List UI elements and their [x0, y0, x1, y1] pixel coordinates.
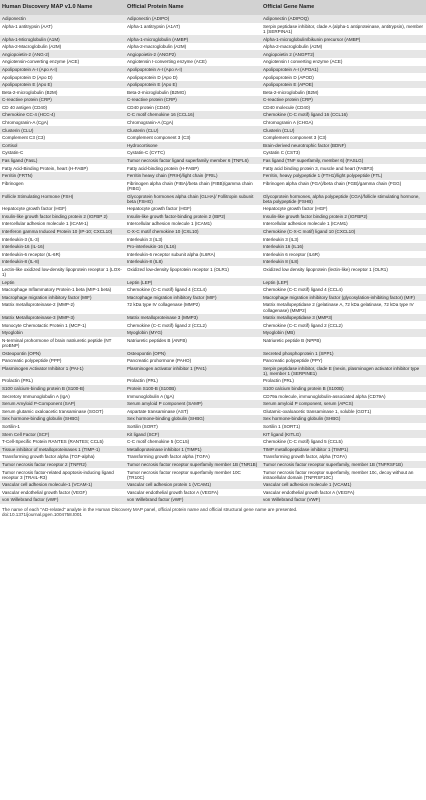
- gene-name-cell: Prolactin (PRL): [261, 377, 426, 385]
- gene-name-cell: CD79a molecule, immunoglobulin-associated alpha (CD79A): [261, 392, 426, 400]
- discovery-map-name-cell: Macrophage Inflammatory Protein-1 beta (MIP-1 beta): [0, 286, 125, 294]
- protein-name-cell: Natriuretic peptides B (ANFB): [125, 337, 261, 350]
- discovery-map-name-cell: Monocyte Chemotactic Protein 1 (MCP-1): [0, 321, 125, 329]
- gene-name-cell: Vascular cell adhesion molecule 1 (VCAM1): [261, 481, 426, 489]
- protein-name-cell: Osteopontin (OPN): [125, 349, 261, 357]
- gene-name-cell: S100 calcium binding protein B (S100B): [261, 385, 426, 393]
- table-header: [0, 0, 426, 15]
- gene-name-cell: Fibrinogen alpha chain (FGA)/beta chain (FGB)/gamma chain (FGG): [261, 180, 426, 193]
- table-row: [0, 220, 426, 228]
- table-row: [0, 149, 426, 157]
- protein-name-cell: Interleukin-6 receptor subunit alpha (IL6RA): [125, 251, 261, 259]
- table-row: [0, 142, 426, 150]
- gene-name-cell: Intercellular adhesion molecule 1 (ICAM1): [261, 220, 426, 228]
- table-row: [0, 81, 426, 89]
- gene-name-cell: Matrix metallopeptidase 3 (MMP3): [261, 314, 426, 322]
- table-row: [0, 243, 426, 251]
- discovery-map-name-cell: Vascular endothelial growth factor (VEGF): [0, 489, 125, 497]
- gene-name-cell: Chemokine (C-X-C motif) ligand 10 (CXCL10): [261, 228, 426, 236]
- gene-name-cell: Tumor necrosis factor receptor superfamily, member 10c, decoy without an intracellular domain (TNFRSF10C): [261, 468, 426, 481]
- gene-name-cell: Myoglobin (MB): [261, 329, 426, 337]
- table-row: [0, 73, 426, 81]
- table-row: [0, 481, 426, 489]
- gene-name-cell: Apolipoprotein A-I (APOA1): [261, 66, 426, 74]
- gene-name-cell: Apolipoprotein E (APOE): [261, 81, 426, 89]
- protein-name-cell: Sortilin (SORT): [125, 423, 261, 431]
- discovery-map-name-cell: Vascular cell adhesion molecule-1 (VCAM-1): [0, 481, 125, 489]
- discovery-map-name-cell: Myoglobin: [0, 329, 125, 337]
- protein-name-cell: Tumor necrosis factor receptor superfamily member 1B (TNR1B): [125, 461, 261, 469]
- table-row: [0, 446, 426, 454]
- table-row: [0, 329, 426, 337]
- table-row: [0, 321, 426, 329]
- gene-name-cell: Interleukin 3 (IL3): [261, 235, 426, 243]
- protein-name-cell: C-C motif chemokine 16 (CCL16): [125, 111, 261, 119]
- discovery-map-name-cell: Prolactin (PRL): [0, 377, 125, 385]
- protein-name-cell: CD40 protein (CD40): [125, 104, 261, 112]
- protein-name-cell: von Willebrand factor (vWF): [125, 496, 261, 504]
- table-row: [0, 235, 426, 243]
- discovery-map-name-cell: Cystatin-C: [0, 149, 125, 157]
- protein-name-cell: Pro-interleukin-16 (IL16): [125, 243, 261, 251]
- discovery-map-name-cell: Plasminogen Activator Inhibitor 1 (PAI-1): [0, 365, 125, 378]
- table-row: [0, 251, 426, 259]
- table-row: [0, 96, 426, 104]
- gene-name-cell: Sortilin 1 (SORT1): [261, 423, 426, 431]
- protein-name-cell: Pancreatic prohormone (PAHO): [125, 357, 261, 365]
- gene-name-cell: Secreted phosphoprotein 1 (SPP1): [261, 349, 426, 357]
- gene-name-cell: Chemokine (C-C motif) ligand 4 (CCL4): [261, 286, 426, 294]
- discovery-map-name-cell: Apolipoprotein A-I (Apo A-I): [0, 66, 125, 74]
- protein-name-cell: Hepatocyte growth factor (HGF): [125, 205, 261, 213]
- protein-name-cell: Aspartate transaminase (AST): [125, 408, 261, 416]
- gene-name-cell: Natriuretic peptide B (NPPB): [261, 337, 426, 350]
- protein-name-cell: Vascular endothelial growth factor A (VEGFA): [125, 489, 261, 497]
- gene-name-cell: Chemokine (C-C motif) ligand 2 (CCL2): [261, 321, 426, 329]
- protein-name-cell: Tumor necrosis factor ligand superfamily member 6 (TNFL6): [125, 157, 261, 165]
- gene-name-cell: Serum amyloid P component, serum (APCS): [261, 400, 426, 408]
- gene-name-cell: Beta-2-microglobulin (B2M): [261, 88, 426, 96]
- protein-name-cell: Alpha-1-microglobulin (AMBP): [125, 35, 261, 43]
- table-row: [0, 43, 426, 51]
- gene-name-cell: Complement component 3 (C3): [261, 134, 426, 142]
- gene-name-cell: Angiopoietin 2 (ANGPT2): [261, 50, 426, 58]
- table-row: [0, 157, 426, 165]
- gene-name-cell: Matrix metallopeptidase 2 (gelatinase A, 72 kDa gelatinase, 72 kDa type IV collagenase) (MMP2): [261, 301, 426, 314]
- table-row: [0, 423, 426, 431]
- gene-name-cell: Alpha-1-microglobulin/bikunin precursor (AMBP): [261, 35, 426, 43]
- protein-name-cell: Plasminogen activator inhibitor 1 (PAI1): [125, 365, 261, 378]
- gene-name-cell: Glycoprotein hormones, alpha polypeptide (CGA)/follicle stimulating hormone, beta polypeptide (FSHB): [261, 192, 426, 205]
- discovery-map-name-cell: Insulin-like growth factor binding protein 2 (IGFBP 2): [0, 213, 125, 221]
- discovery-map-name-cell: Ferritin (FRTN): [0, 172, 125, 180]
- discovery-map-name-cell: CD 40 antigen (CD40): [0, 104, 125, 112]
- protein-name-cell: Chromogranin-A (CgA): [125, 119, 261, 127]
- discovery-map-name-cell: Tumor necrosis factor receptor 2 (TNFR2): [0, 461, 125, 469]
- table-row: [0, 164, 426, 172]
- table-row: [0, 357, 426, 365]
- protein-name-cell: Alpha-2-macroglobulin (A2M): [125, 43, 261, 51]
- protein-name-cell: Apolipoprotein A-I (Apo A-I): [125, 66, 261, 74]
- gene-name-cell: Clusterin (CLU): [261, 126, 426, 134]
- protein-name-cell: Beta-2-microglobulin (B2MG): [125, 88, 261, 96]
- protein-name-cell: Complement component 3 (C3): [125, 134, 261, 142]
- table-row: [0, 278, 426, 286]
- table-row: [0, 337, 426, 350]
- table-row: [0, 438, 426, 446]
- gene-name-cell: Interleukin 6 receptor (IL6R): [261, 251, 426, 259]
- discovery-map-name-cell: Clusterin (CLU): [0, 126, 125, 134]
- discovery-map-name-cell: Chromogranin-A (CgA): [0, 119, 125, 127]
- protein-name-cell: Macrophage migration inhibitory factor (MIF): [125, 294, 261, 302]
- protein-name-cell: Interleukin-8 (IL8): [125, 258, 261, 266]
- discovery-map-name-cell: Apolipoprotein D (Apo D): [0, 73, 125, 81]
- table-row: [0, 496, 426, 504]
- gene-name-cell: Transforming growth factor, alpha (TGFA): [261, 453, 426, 461]
- gene-name-cell: CD40 molecule (CD40): [261, 104, 426, 112]
- table-row: [0, 66, 426, 74]
- gene-name-cell: Interleukin 16 (IL16): [261, 243, 426, 251]
- protein-name-cell: Transforming growth factor alpha (TGFA): [125, 453, 261, 461]
- protein-name-cell: Immunoglobulin A (IgA): [125, 392, 261, 400]
- table-row: [0, 104, 426, 112]
- gene-name-cell: Vascular endothelial growth factor A (VEGFA): [261, 489, 426, 497]
- protein-name-cell: Oxidized low-density lipoprotein receptor 1 (OLR1): [125, 266, 261, 279]
- table-row: [0, 286, 426, 294]
- table-row: [0, 461, 426, 469]
- table-row: [0, 23, 426, 36]
- discovery-map-name-cell: Serum glutamic oxaloacetic transaminase (SGOT): [0, 408, 125, 416]
- table-row: [0, 314, 426, 322]
- protein-name-cell: Hydrocortisone: [125, 142, 261, 150]
- discovery-map-name-cell: Sex hormone-binding globulin (SHBG): [0, 415, 125, 423]
- discovery-map-name-cell: Complement C3 (C3): [0, 134, 125, 142]
- header-row: [0, 0, 426, 15]
- discovery-map-name-cell: Matrix Metalloproteinase-3 (MMP-3): [0, 314, 125, 322]
- discovery-map-name-cell: von Willebrand factor (vWF): [0, 496, 125, 504]
- discovery-map-name-cell: Secretory Immunoglobulin A (IgA): [0, 392, 125, 400]
- gene-name-cell: KIT ligand (KITLG): [261, 430, 426, 438]
- discovery-map-name-cell: Beta-2-microglobulin (B2M): [0, 88, 125, 96]
- table-row: [0, 35, 426, 43]
- table-row: [0, 192, 426, 205]
- gene-name-cell: Macrophage migration inhibitory factor (glycosylation-inhibiting factor) (MIF): [261, 294, 426, 302]
- table-row: [0, 58, 426, 66]
- discovery-map-name-cell: Interleukin-6 receptor (IL-6R): [0, 251, 125, 259]
- table-footnote: [0, 504, 426, 518]
- discovery-map-name-cell: Interferon gamma Induced Protein 10 (IP-10; CXCL10): [0, 228, 125, 236]
- discovery-map-name-cell: Fatty Acid-Binding Protein, heart (H-FABP): [0, 164, 125, 172]
- discovery-map-name-cell: Alpha-1-Microglobulin (A1M): [0, 35, 125, 43]
- protein-name-cell: Alpha-1 antitrypsin (A1AT): [125, 23, 261, 36]
- table-row: [0, 126, 426, 134]
- discovery-map-name-cell: C-reactive protein (CRP): [0, 96, 125, 104]
- discovery-map-name-cell: Pancreatic polypeptide (PPP): [0, 357, 125, 365]
- protein-name-cell: Angiotensin I-converting enzyme (ACE): [125, 58, 261, 66]
- table-row: [0, 408, 426, 416]
- discovery-map-name-cell: Sortilin-1: [0, 423, 125, 431]
- gene-name-cell: Fatty acid binding protein 3, muscle and heart (FABP3): [261, 164, 426, 172]
- header-official-gene-name: Official Gene Name: [261, 0, 426, 15]
- gene-name-cell: Serpin peptidase inhibitor, clade E (nexin, plasminogen activator inhibitor type 1), member 1 (SERPINE1): [261, 365, 426, 378]
- discovery-map-name-cell: Leptin: [0, 278, 125, 286]
- protein-name-cell: Apolipoprotein D (Apo D): [125, 73, 261, 81]
- discovery-map-name-cell: Osteopontin (OPN): [0, 349, 125, 357]
- discovery-map-name-cell: N-terminal prohormone of brain natriuretic peptide (NT proBNP): [0, 337, 125, 350]
- protein-name-cell: Glycoprotein hormones alpha chain (GLHA)/ Follitropin subunit beta (FSHG): [125, 192, 261, 205]
- table-row: [0, 349, 426, 357]
- gene-name-cell: Chemokine (C-C motif) ligand 5 (CCL5): [261, 438, 426, 446]
- gene-name-cell: Cystatin C (CST3): [261, 149, 426, 157]
- discovery-map-name-cell: S100 calcium-binding protein B (S100-B): [0, 385, 125, 393]
- discovery-map-name-cell: Lectin-like oxidized low-density lipoprotein receptor 1 (LOX-1): [0, 266, 125, 279]
- discovery-map-name-cell: Fas ligand (FasL): [0, 157, 125, 165]
- discovery-map-name-cell: Interleukin-8 (IL-8): [0, 258, 125, 266]
- gene-name-cell: TIMP metallopeptidase inhibitor 1 (TIMP1): [261, 446, 426, 454]
- table-row: [0, 392, 426, 400]
- protein-name-cell: Ferritin heavy chain (FRIH)/light chain (FRIL): [125, 172, 261, 180]
- gene-name-cell: Brain-derived neurotrophic factor (BDNF): [261, 142, 426, 150]
- gene-name-cell: Chemokine (C-C motif) ligand 16 (CCL16): [261, 111, 426, 119]
- protein-name-cell: Cystatin-C (CYTC): [125, 149, 261, 157]
- discovery-map-name-cell: Follicle Stimulating Hormone (FSH): [0, 192, 125, 205]
- gene-name-cell: Apolipoprotein D (APOD): [261, 73, 426, 81]
- protein-name-cell: Apolipoprotein E (Apo E): [125, 81, 261, 89]
- gene-name-cell: Hepatocyte growth factor (HGF): [261, 205, 426, 213]
- discovery-map-name-cell: Stem Cell Factor (SCF): [0, 430, 125, 438]
- gene-name-cell: Angiotensin I converting enzyme (ACE): [261, 58, 426, 66]
- table-row: [0, 430, 426, 438]
- protein-name-cell: Metalloproteinase inhibitor 1 (TIMP1): [125, 446, 261, 454]
- footnote-doi: doi:10.1371/journal.pgen.1004758.t001: [2, 512, 82, 518]
- gene-name-cell: Leptin (LEP): [261, 278, 426, 286]
- gene-name-cell: Oxidized low density lipoprotein (lectin-like) receptor 1 (OLR1): [261, 266, 426, 279]
- gene-name-cell: Alpha-2-macroglobulin (A2M): [261, 43, 426, 51]
- protein-name-cell: Chemokine (C-C motif) ligand 2 (CCL2): [125, 321, 261, 329]
- protein-name-cell: Vascular cell adhesion protein 1 (VCAM1): [125, 481, 261, 489]
- discovery-map-name-cell: Apolipoprotein E (Apo E): [0, 81, 125, 89]
- table-row: [0, 213, 426, 221]
- protein-name-cell: C-C motif chemokine 5 (CCL5): [125, 438, 261, 446]
- discovery-map-name-cell: Cortisol: [0, 142, 125, 150]
- gene-name-cell: Pancreatic polypeptide (PPY): [261, 357, 426, 365]
- discovery-map-name-cell: Alpha-2-Macroglobulin (A2M): [0, 43, 125, 51]
- gene-name-cell: Fas ligand (TNF superfamily, member 6) (FASLG): [261, 157, 426, 165]
- protein-name-cell: Leptin (LEP): [125, 278, 261, 286]
- protein-name-cell: Chemokine (C-C motif) ligand 4 (CCL4): [125, 286, 261, 294]
- table-row: [0, 453, 426, 461]
- protein-name-cell: Kit ligand (SCF): [125, 430, 261, 438]
- discovery-map-name-cell: Hepatocyte growth factor (HGF): [0, 205, 125, 213]
- gene-name-cell: Ferritin, heavy polypeptide 1 (FTH1)/light polypeptide (FTL): [261, 172, 426, 180]
- gene-name-cell: Insulin-like growth factor binding protein 2 (IGFBP2): [261, 213, 426, 221]
- table-row: [0, 180, 426, 193]
- gene-name-cell: C-reactive protein (CRP): [261, 96, 426, 104]
- gene-name-cell: Tumor necrosis factor receptor superfamily, member 1B (TNFRSF1B): [261, 461, 426, 469]
- discovery-map-name-cell: Adiponectin: [0, 15, 125, 23]
- protein-name-cell: Interleukin 3 (IL3): [125, 235, 261, 243]
- discovery-map-name-cell: Angiotensin-converting enzyme (ACE): [0, 58, 125, 66]
- table-row: [0, 111, 426, 119]
- protein-name-cell: Sex hormone-binding globulin (SHBG): [125, 415, 261, 423]
- gene-name-cell: von Willebrand factor (VWF): [261, 496, 426, 504]
- protein-name-cell: Myoglobin (MYG): [125, 329, 261, 337]
- table-row: [0, 15, 426, 23]
- discovery-map-name-cell: Serum Amyloid P-Component (SAP): [0, 400, 125, 408]
- protein-name-cell: Clusterin (CLU): [125, 126, 261, 134]
- table-row: [0, 489, 426, 497]
- table-row: [0, 301, 426, 314]
- discovery-map-name-cell: Angiopoietin-2 (ANG-2): [0, 50, 125, 58]
- protein-name-cell: Protein S100-B (S100B): [125, 385, 261, 393]
- discovery-map-name-cell: Interleukin-3 (IL-3): [0, 235, 125, 243]
- gene-name-cell: Chromogranin A (CHGA): [261, 119, 426, 127]
- table-row: [0, 385, 426, 393]
- protein-name-cell: 72 kDa type IV collagenase (MMP2): [125, 301, 261, 314]
- table-row: [0, 400, 426, 408]
- header-discovery-map-name: Human Discovery MAP v1.0 Name: [0, 0, 125, 15]
- protein-name-cell: C-reactive protein (CRP): [125, 96, 261, 104]
- protein-name-cell: C-X-C motif chemokine 10 (CXL10): [125, 228, 261, 236]
- protein-name-cell: Angiopoietin-2 (ANGP2): [125, 50, 261, 58]
- discovery-map-name-cell: Fibrinogen: [0, 180, 125, 193]
- table-row: [0, 88, 426, 96]
- table-row: [0, 228, 426, 236]
- discovery-map-name-cell: Chemokine CC-4 (HCC-4): [0, 111, 125, 119]
- discovery-map-name-cell: Alpha-1 antitrypsin (AAT): [0, 23, 125, 36]
- discovery-map-name-cell: Matrix metalloproteinase-2 (MMP-2): [0, 301, 125, 314]
- discovery-map-name-cell: Tissue inhibitor of metalloproteinases 1 (TIMP-1): [0, 446, 125, 454]
- table-row: [0, 258, 426, 266]
- gene-name-cell: Serpin peptidase inhibitor, clade A (alpha-1 antiproteinase, antitrypsin), member 1 (SERPINA1): [261, 23, 426, 36]
- protein-name-cell: Intercellular adhesion molecule 1 (ICAM1): [125, 220, 261, 228]
- table-row: [0, 266, 426, 279]
- discovery-map-name-cell: Tumor necrosis factor-related apoptosis-inducing ligand receptor 3 (TRAIL-R3): [0, 468, 125, 481]
- header-official-protein-name: Official Protein Name: [125, 0, 261, 15]
- protein-name-cell: Prolactin (PRL): [125, 377, 261, 385]
- table-row: [0, 134, 426, 142]
- discovery-map-name-cell: Interleukin-16 (IL-16): [0, 243, 125, 251]
- gene-name-cell: Adiponectin (ADIPOQ): [261, 15, 426, 23]
- table-row: [0, 377, 426, 385]
- protein-name-cell: Matrix metalloproteinase 3 (MMP3): [125, 314, 261, 322]
- discovery-map-name-cell: T-Cell-Specific Protein RANTES (RANTES; CCL5): [0, 438, 125, 446]
- table-row: [0, 172, 426, 180]
- table-row: [0, 468, 426, 481]
- protein-name-cell: Insulin-like growth factor-binding protein 2 (IBP2): [125, 213, 261, 221]
- discovery-map-name-cell: Intercellular adhesion molecule 1 (ICAM-1): [0, 220, 125, 228]
- protein-name-cell: Tumor necrosis factor receptor superfamily member 10C (TR10C): [125, 468, 261, 481]
- protein-name-cell: Serum amyloid P component (SAMP): [125, 400, 261, 408]
- footnote-text: The name of each "AD-related" analyte in the Human Discovery MAP panel, official protein name and official structural gene name are presented.: [2, 506, 298, 512]
- protein-name-cell: Fibrinogen alpha chain (FIBA)/beta chain (FIBB)/gamma chain (FIBG): [125, 180, 261, 193]
- discovery-map-name-cell: Macrophage migration inhibitory factor (MIF): [0, 294, 125, 302]
- protein-name-cell: Adiponectin (ADIPO): [125, 15, 261, 23]
- protein-name-cell: Fatty acid-binding protein (H-FABP): [125, 164, 261, 172]
- table-row: [0, 205, 426, 213]
- gene-name-cell: Interleukin 8 (IL8): [261, 258, 426, 266]
- table-row: [0, 50, 426, 58]
- table-body: [0, 15, 426, 504]
- table-row: [0, 119, 426, 127]
- discovery-map-name-cell: Transforming growth factor alpha (TGF-alpha): [0, 453, 125, 461]
- gene-name-cell: Glutamic-oxaloacetic transaminase 1, soluble (GOT1): [261, 408, 426, 416]
- table-row: [0, 415, 426, 423]
- gene-name-cell: Sex hormone-binding globulin (SHBG): [261, 415, 426, 423]
- table-row: [0, 365, 426, 378]
- table-row: [0, 294, 426, 302]
